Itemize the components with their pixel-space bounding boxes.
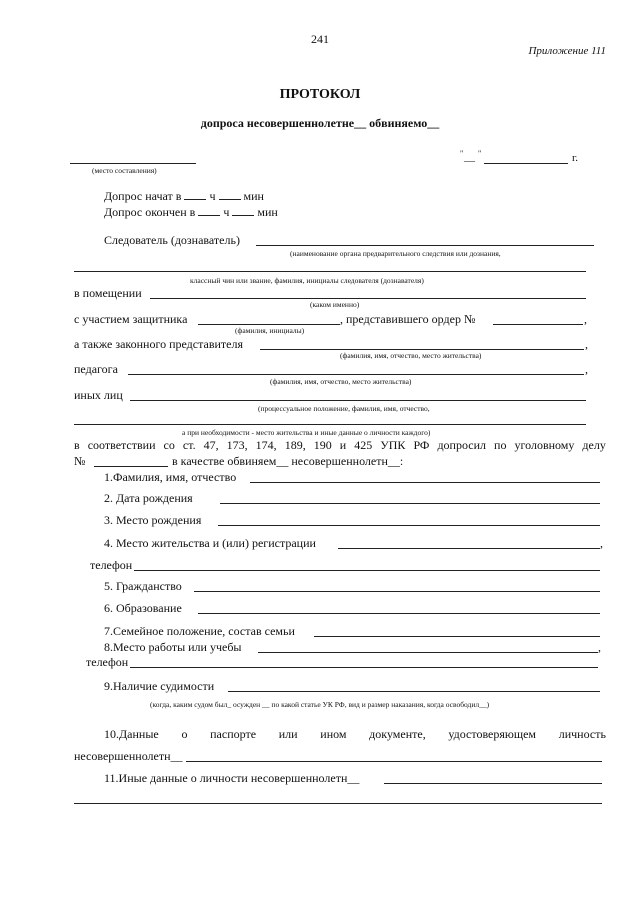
q10-word: личность xyxy=(558,727,606,741)
law-word: 174, xyxy=(255,438,277,452)
q2-label: 2. Дата рождения xyxy=(104,491,193,505)
q11-line-2 xyxy=(74,803,602,804)
date-open-quote: " xyxy=(460,149,464,158)
q9-line xyxy=(228,691,600,692)
defender-label: с участием защитника xyxy=(74,312,188,326)
room-line xyxy=(150,298,586,299)
start-time-row xyxy=(104,189,264,204)
q1-line xyxy=(250,482,600,483)
law-word: в xyxy=(74,438,80,452)
law-word: со xyxy=(163,438,175,452)
q10-continuation: несовершеннолетн__ xyxy=(74,749,183,763)
document-title: ПРОТОКОЛ xyxy=(279,87,361,102)
q4-comma: , xyxy=(600,536,603,550)
legal-rep-line xyxy=(260,349,584,350)
teacher-line xyxy=(128,374,584,375)
investigator-caption-1: (наименование органа предварительного следствия или дознания, xyxy=(290,249,501,258)
investigator-label: Следователь (дознаватель) xyxy=(104,233,240,247)
date-close-quote: " xyxy=(478,149,482,158)
other-caption-1: (процессуальное положение, фамилия, имя, отчество, xyxy=(258,404,430,413)
year-suffix: г. xyxy=(572,152,579,164)
q10-label-line xyxy=(104,727,606,742)
q6-label: 6. Образование xyxy=(104,601,182,615)
q10-word: удостоверяющем xyxy=(448,727,537,741)
teacher-label: педагога xyxy=(74,362,118,376)
q11-label: 11.Иные данные о личности несовершеннолетн__ xyxy=(104,771,360,785)
law-word: делу xyxy=(582,438,606,452)
other-caption-2: а при необходимости - место жительства и иные данные о личности каждого) xyxy=(182,428,431,437)
room-caption: (каком именно) xyxy=(310,300,360,309)
legal-rep-comma: , xyxy=(585,337,588,351)
q6-line xyxy=(198,613,600,614)
order-number-line xyxy=(493,324,583,325)
q11-line xyxy=(384,783,602,784)
start-prefix: Допрос начат в xyxy=(104,189,182,203)
legal-rep-caption: (фамилия, имя, отчество, место жительства) xyxy=(340,351,482,360)
law-reference-line xyxy=(74,438,606,453)
investigator-caption-2: классный чин или звание, фамилия, инициалы следователя (дознавателя) xyxy=(190,276,424,285)
q10-word: ином xyxy=(320,727,347,741)
q4-label: 4. Место жительства и (или) регистрации xyxy=(104,536,316,550)
end-time-row xyxy=(104,205,278,220)
investigator-line-2 xyxy=(74,271,586,272)
law-word: 47, xyxy=(203,438,219,452)
teacher-caption: (фамилия, имя, отчество, место жительства) xyxy=(270,377,412,386)
q2-line xyxy=(220,503,600,504)
defender-caption: (фамилия, инициалы) xyxy=(235,326,305,335)
document-subtitle: допроса несовершеннолетне__ обвиняемо__ xyxy=(200,116,440,130)
defender-comma: , xyxy=(584,312,587,326)
q8-comma: , xyxy=(598,640,601,654)
case-number-line xyxy=(94,466,168,467)
room-label: в помещении xyxy=(74,286,142,300)
law-word: УПК xyxy=(380,438,406,452)
law-word: соответствии xyxy=(87,438,156,452)
law-word: РФ xyxy=(413,438,430,452)
q5-line xyxy=(194,591,600,592)
phone-line-1 xyxy=(134,570,600,571)
defender-line xyxy=(198,324,340,325)
law-word: 190 xyxy=(313,438,332,452)
q10-word: паспорте xyxy=(210,727,257,741)
q5-label: 5. Гражданство xyxy=(104,579,182,593)
phone-label-2: телефон xyxy=(86,655,129,669)
hours-abbr: ч xyxy=(223,205,230,219)
law-word: уголовному xyxy=(514,438,575,452)
q10-word: или xyxy=(278,727,298,741)
place-caption: (место составления) xyxy=(92,166,157,175)
hours-abbr: ч xyxy=(209,189,216,203)
q3-label: 3. Место рождения xyxy=(104,513,202,527)
accused-text: в качестве обвиняем__ несовершеннолетн__: xyxy=(172,454,404,468)
q8-label: 8.Место работы или учебы xyxy=(104,640,242,654)
law-word: 189, xyxy=(284,438,306,452)
q10-word: 10.Данные xyxy=(104,727,159,741)
date-month-line xyxy=(484,163,568,164)
q9-caption: (когда, каким судом был_ осужден __ по какой статье УК РФ, вид и размер наказания, когда освободил__) xyxy=(150,700,490,709)
legal-rep-label: а также законного представителя xyxy=(74,337,243,351)
other-label: иных лиц xyxy=(74,388,123,402)
q10-word: о xyxy=(181,727,188,741)
law-word: по xyxy=(494,438,507,452)
investigator-line xyxy=(256,245,594,246)
case-number-label: № xyxy=(74,454,86,468)
date-day-blank: __ xyxy=(464,151,475,163)
law-word: ст. xyxy=(182,438,196,452)
minutes-abbr: мин xyxy=(257,205,278,219)
q8-line xyxy=(258,652,598,653)
law-word: 173, xyxy=(226,438,248,452)
other-line-2 xyxy=(74,424,586,425)
defender-order-label: , представившего ордер № xyxy=(340,312,476,326)
q7-line xyxy=(314,636,600,637)
q1-label: 1.Фамилия, имя, отчество xyxy=(104,470,237,484)
phone-line-2 xyxy=(130,667,598,668)
q9-label: 9.Наличие судимости xyxy=(104,679,215,693)
teacher-comma: , xyxy=(585,362,588,376)
q10-line xyxy=(186,761,602,762)
page-number: 241 xyxy=(311,32,329,46)
minutes-abbr: мин xyxy=(243,189,264,203)
appendix-label: Приложение 111 xyxy=(528,45,606,57)
q10-word: документе, xyxy=(369,727,426,741)
end-prefix: Допрос окончен в xyxy=(104,205,196,219)
place-line xyxy=(70,163,196,164)
q3-line xyxy=(218,525,600,526)
phone-label-1: телефон xyxy=(90,558,133,572)
law-word: допросил xyxy=(437,438,486,452)
other-line xyxy=(130,400,586,401)
q7-label: 7.Семейное положение, состав семьи xyxy=(104,624,295,638)
q4-line xyxy=(338,548,600,549)
law-word: 425 xyxy=(354,438,373,452)
law-word: и xyxy=(339,438,347,452)
